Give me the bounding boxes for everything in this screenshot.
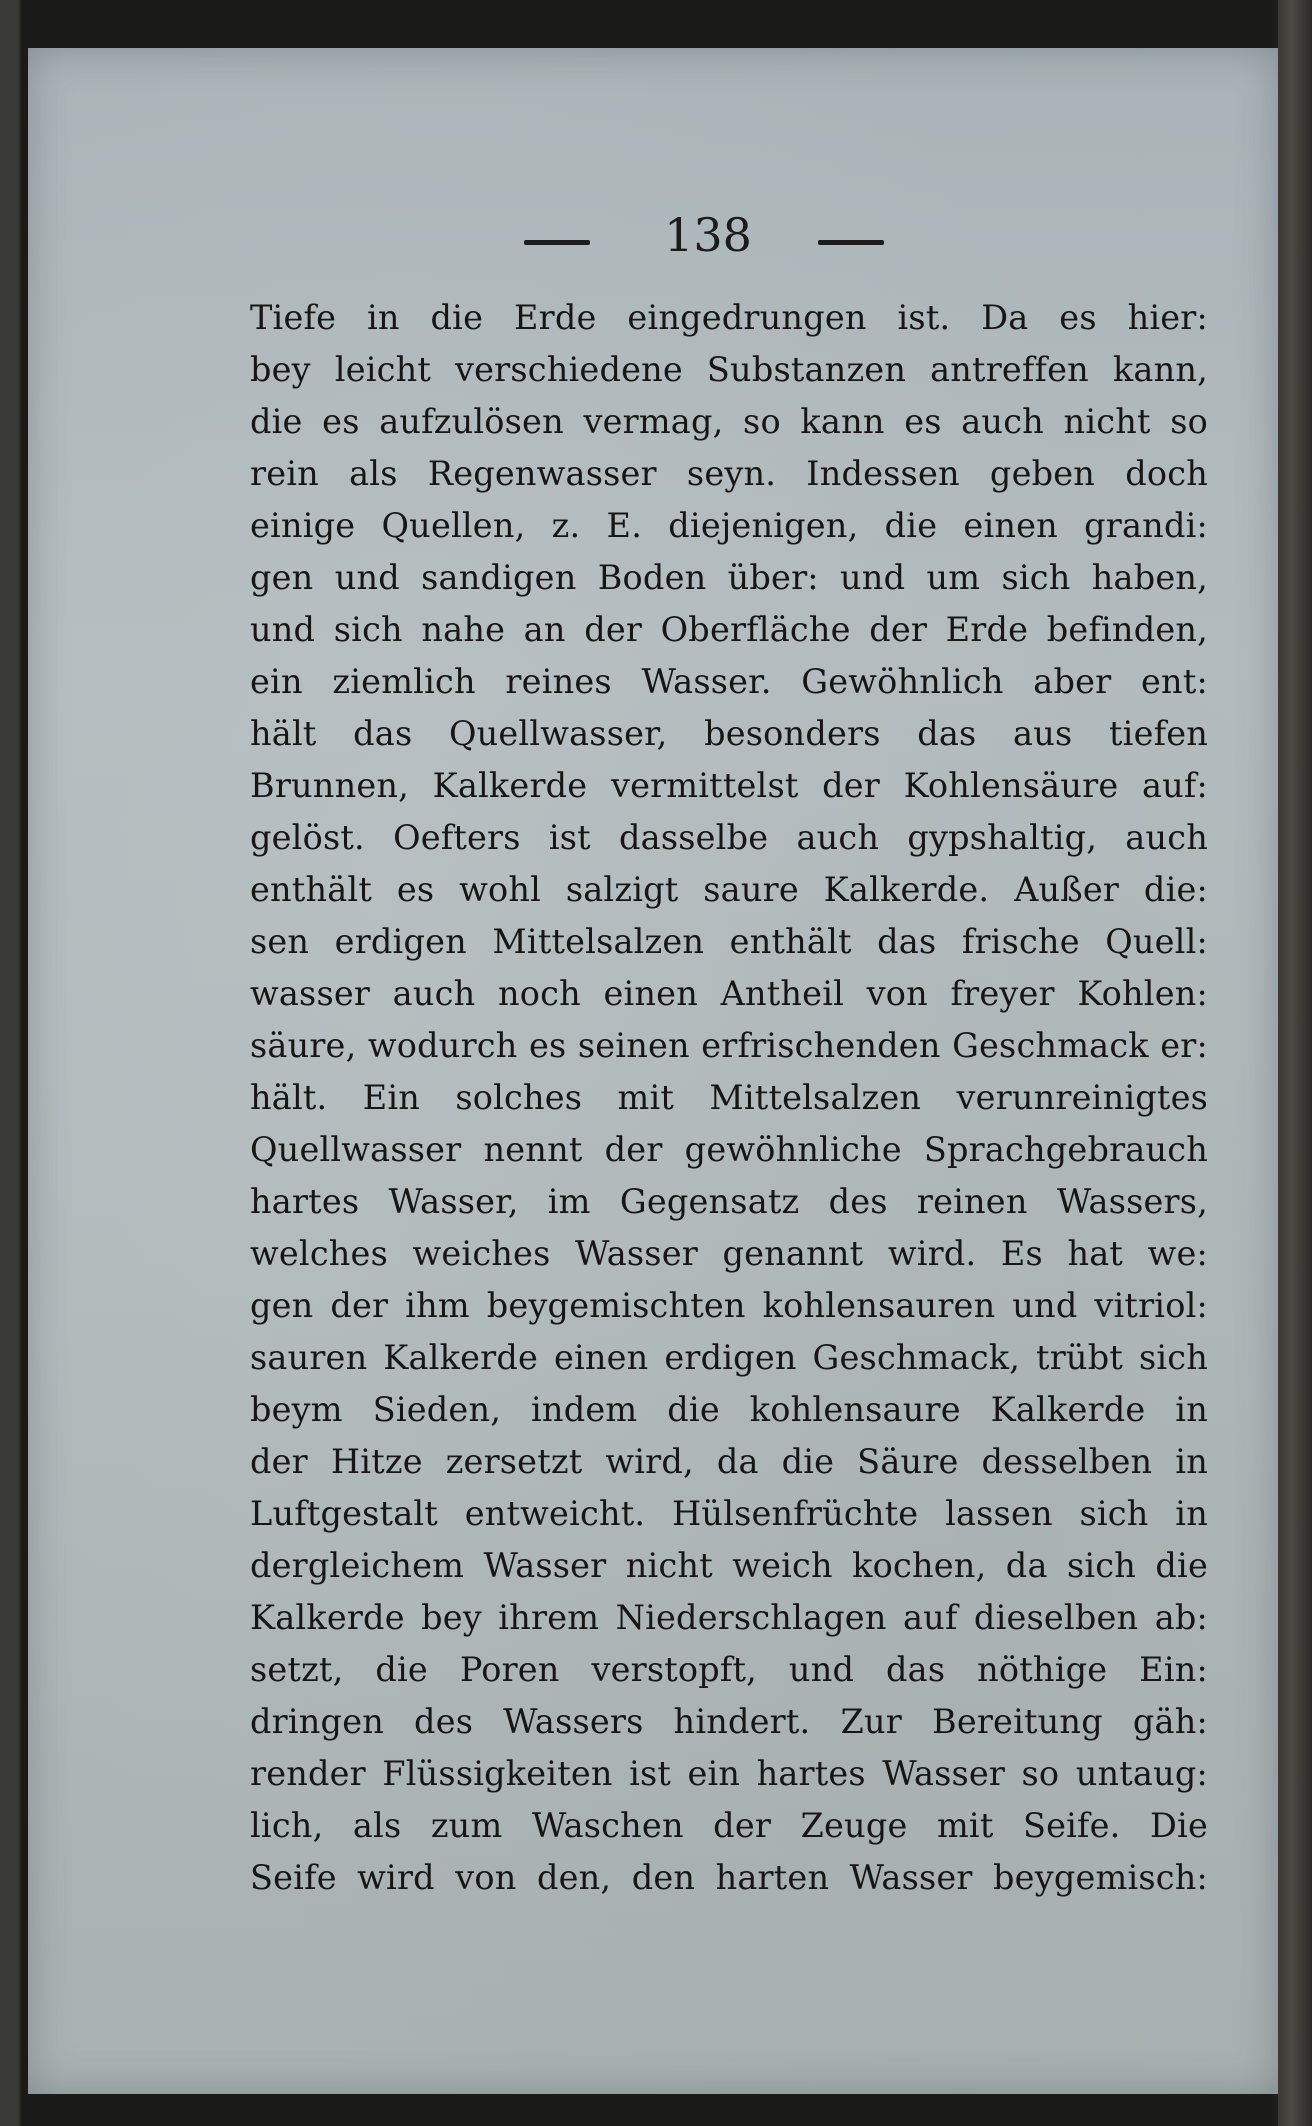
text-line: Quellwasser nennt der gewöhnliche Sprachgebrauch [250,1130,1208,1169]
book-page [28,48,1278,2094]
text-line: und sich nahe an der Oberfläche der Erde befinden, [250,610,1208,649]
text-line: Tiefe in die Erde eingedrungen ist. Da es hier: [250,298,1208,337]
text-line: einige Quellen, z. E. diejenigen, die einen grandi: [250,506,1208,545]
text-line: dringen des Wassers hindert. Zur Bereitung gäh: [250,1702,1208,1741]
body-text [250,292,1208,1904]
text-line: dergleichem Wasser nicht weich kochen, da sich die [250,1546,1208,1585]
text-line: sauren Kalkerde einen erdigen Geschmack, trübt sich [250,1338,1208,1377]
text-line: ein ziemlich reines Wasser. Gewöhnlich aber ent: [250,662,1208,701]
text-line: rein als Regenwasser seyn. Indessen geben doch [250,454,1208,493]
text-line: gen und sandigen Boden über: und um sich haben, [250,558,1208,597]
text-line: render Flüssigkeiten ist ein hartes Wasser so untaug: [250,1754,1208,1793]
page-header [28,208,1278,278]
header-dash-left [524,240,590,245]
book-edge [1278,0,1312,2126]
text-line: welches weiches Wasser genannt wird. Es hat we: [250,1234,1208,1273]
text-line: enthält es wohl salzigt saure Kalkerde. Außer die: [250,870,1208,909]
text-line: wasser auch noch einen Antheil von freyer Kohlen: [250,974,1208,1013]
page-number: 138 [664,208,752,262]
text-line: Luftgestalt entweicht. Hülsenfrüchte lassen sich in [250,1494,1208,1533]
text-line: gen der ihm beygemischten kohlensauren und vitriol: [250,1286,1208,1325]
header-dash-right [818,240,884,245]
text-line: lich, als zum Waschen der Zeuge mit Seife. Die [250,1806,1208,1845]
text-line: gelöst. Oefters ist dasselbe auch gypshaltig, auch [250,818,1208,857]
text-line: Seife wird von den, den harten Wasser beygemisch: [250,1858,1208,1897]
text-line: die es aufzulösen vermag, so kann es auch nicht so [250,402,1208,441]
text-line: der Hitze zersetzt wird, da die Säure desselben in [250,1442,1208,1481]
text-line: beym Sieden, indem die kohlensaure Kalkerde in [250,1390,1208,1429]
text-line: Brunnen, Kalkerde vermittelst der Kohlensäure auf: [250,766,1208,805]
text-line: hält. Ein solches mit Mittelsalzen verunreinigtes [250,1078,1208,1117]
text-line: hält das Quellwasser, besonders das aus tiefen [250,714,1208,753]
text-line: bey leicht verschiedene Substanzen antreffen kann, [250,350,1208,389]
text-line: säure, wodurch es seinen erfrischenden Geschmack er: [250,1026,1208,1065]
text-line: sen erdigen Mittelsalzen enthält das frische Quell: [250,922,1208,961]
text-line: hartes Wasser, im Gegensatz des reinen Wassers, [250,1182,1208,1221]
text-line: setzt, die Poren verstopft, und das nöthige Ein: [250,1650,1208,1689]
text-line: Kalkerde bey ihrem Niederschlagen auf dieselben ab: [250,1598,1208,1637]
